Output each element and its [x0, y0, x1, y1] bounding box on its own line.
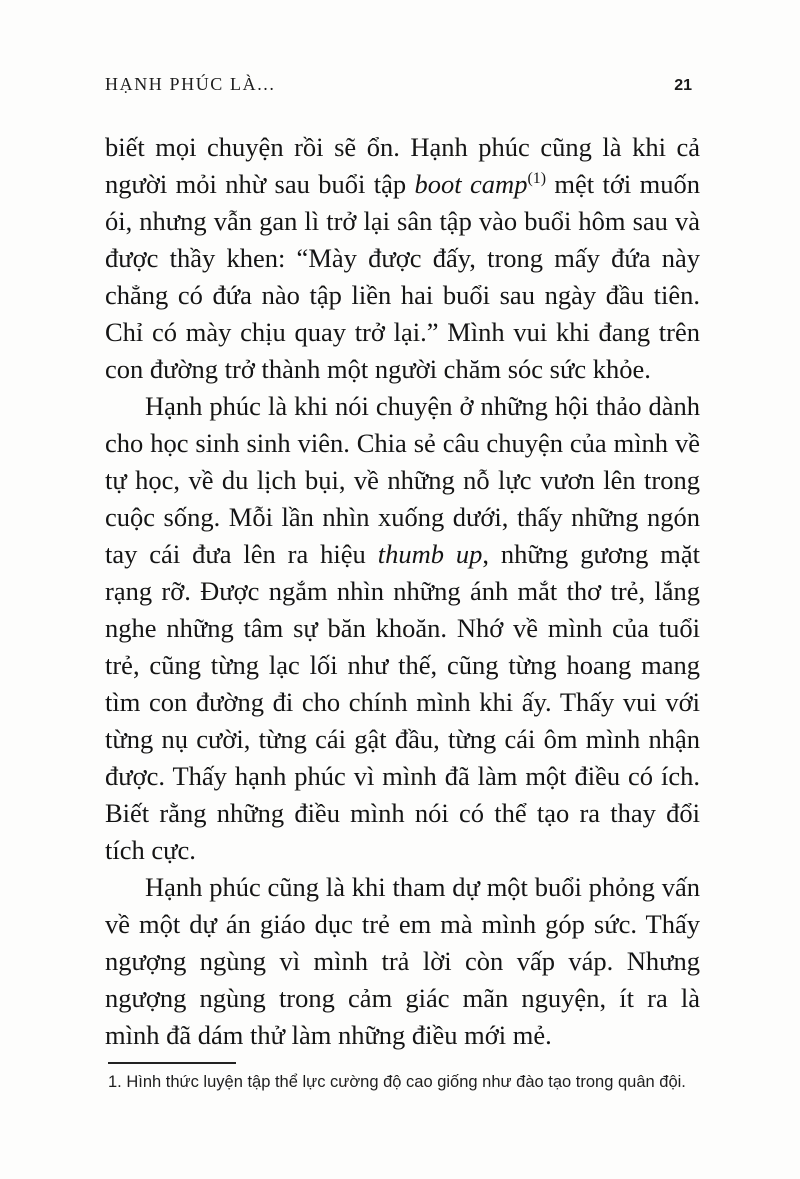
- footnote-area: [108, 1062, 700, 1093]
- page-header: [105, 74, 700, 95]
- page-body: [105, 129, 700, 1054]
- running-title: HẠNH PHÚC LÀ...: [105, 74, 276, 94]
- paragraph-3: Hạnh phúc cũng là khi tham dự một buổi phỏng vấn về một dự án giáo dục trẻ em mà mình góp sức. Thấy ngượng ngùng vì mình trả lời còn vấp váp. Nhưng ngượng ngùng trong cảm giác mãn nguyện, ít ra là mình đã dám thử làm những điều mới mẻ.: [105, 872, 700, 1050]
- page-number: 21: [674, 77, 692, 94]
- footnote-divider: [108, 1062, 236, 1064]
- paragraph-2: Hạnh phúc là khi nói chuyện ở những hội thảo dành cho học sinh sinh viên. Chia sẻ câu chuyện của mình về tự học, về du lịch bụi, về những nỗ lực vươn lên trong cuộc sống. Mỗi lần nhìn xuống dưới, thấy những ngón tay cái đưa lên ra hiệu thumb up, những gương mặt rạng rỡ. Được ngắm nhìn những ánh mắt thơ trẻ, lắng nghe những tâm sự băn khoăn. Nhớ về mình của tuổi trẻ, cũng từng lạc lối như thế, cũng từng hoang mang tìm con đường đi cho chính mình khi ấy. Thấy vui với từng nụ cười, từng cái gật đầu, từng cái ôm mình nhận được. Thấy hạnh phúc vì mình đã làm một điều có ích. Biết rằng những điều mình nói có thể tạo ra thay đổi tích cực.: [105, 391, 700, 865]
- footnote-text: 1. Hình thức luyện tập thể lực cường độ cao giống như đào tạo trong quân đội.: [108, 1073, 686, 1091]
- paragraph-1: biết mọi chuyện rồi sẽ ổn. Hạnh phúc cũng là khi cả người mỏi nhừ sau buổi tập boot camp$^{(1)}$ mệt tới muốn ói, nhưng vẫn gan lì trở lại sân tập vào buổi hôm sau và được thầy khen: “Mày được đấy, trong mấy đứa này chẳng có đứa nào tập liền hai buổi sau ngày đầu tiên. Chỉ có mày chịu quay trở lại.” Mình vui khi đang trên con đường trở thành một người chăm sóc sức khỏe.: [105, 132, 701, 384]
